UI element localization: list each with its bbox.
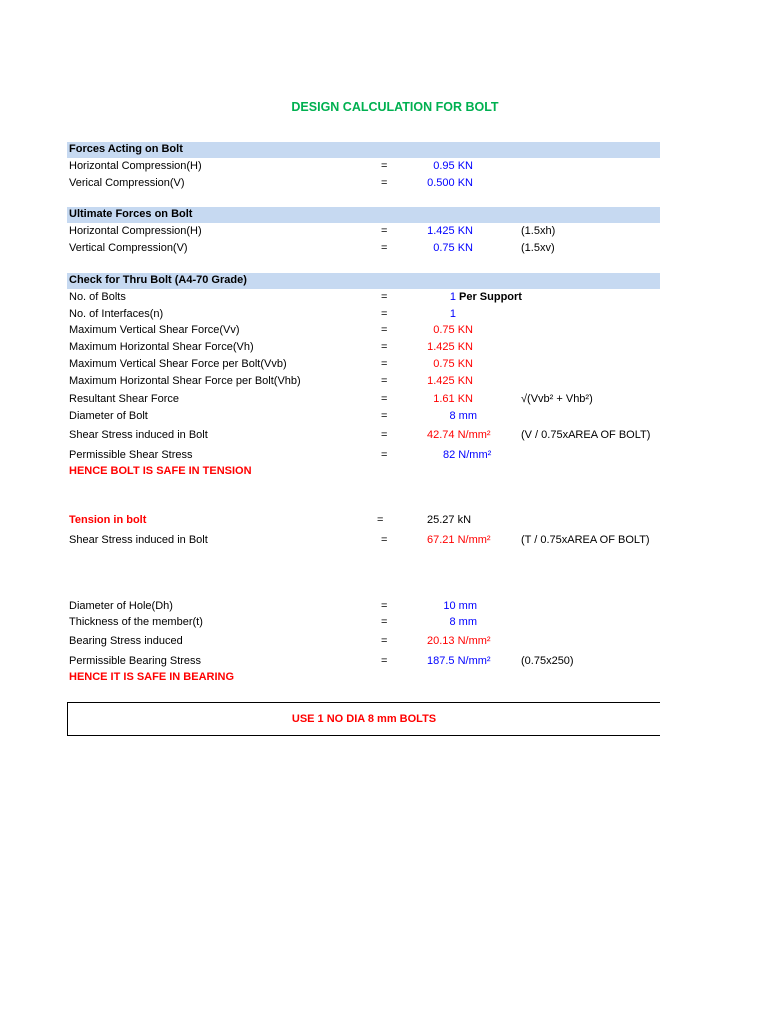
result-note: HENCE BOLT IS SAFE IN TENSION bbox=[69, 465, 252, 477]
row-dia-hole bbox=[0, 598, 768, 615]
row-v-comp bbox=[0, 175, 768, 192]
section-title: Forces Acting on Bolt bbox=[69, 143, 183, 155]
row-bearing bbox=[0, 633, 768, 650]
row-label: Maximum Vertical Shear Force per Bolt(Vvb) bbox=[69, 358, 287, 370]
row-value: 0.75 KN bbox=[433, 358, 473, 370]
row-value: 1 bbox=[449, 291, 456, 303]
row-note: (0.75x250) bbox=[521, 655, 574, 667]
equals-sign: = bbox=[381, 308, 388, 320]
row-value: 10 mm bbox=[443, 600, 477, 612]
section-header-ultimate bbox=[0, 206, 768, 223]
row-value: 1.425 KN bbox=[427, 341, 473, 353]
equals-sign: = bbox=[381, 324, 388, 336]
row-value: 0.75 KN bbox=[433, 242, 473, 254]
row-value: 42.74 N/mm² bbox=[427, 429, 491, 441]
row-note: (V / 0.75xAREA OF BOLT) bbox=[521, 429, 651, 441]
equals-sign: = bbox=[381, 429, 388, 441]
row-value: 0.75 KN bbox=[433, 324, 473, 336]
equals-sign: = bbox=[381, 635, 388, 647]
row-safe-bearing bbox=[0, 669, 768, 686]
equals-sign: = bbox=[381, 291, 388, 303]
equals-sign: = bbox=[381, 225, 388, 237]
row-label: Shear Stress induced in Bolt bbox=[69, 429, 208, 441]
row-label: Diameter of Hole(Dh) bbox=[69, 600, 173, 612]
conclusion-box bbox=[67, 702, 660, 736]
row-u-v-comp bbox=[0, 240, 768, 257]
row-value: 0.95 KN bbox=[433, 160, 473, 172]
row-shear-stress bbox=[0, 427, 768, 444]
row-u-h-comp bbox=[0, 223, 768, 240]
section-title: Check for Thru Bolt (A4-70 Grade) bbox=[69, 274, 247, 286]
row-n-interfaces bbox=[0, 306, 768, 323]
row-label: No. of Interfaces(n) bbox=[69, 308, 164, 320]
row-label: Horizontal Compression(H) bbox=[69, 225, 202, 237]
row-note: (1.5xv) bbox=[521, 242, 555, 254]
row-shear-stress-2 bbox=[0, 532, 768, 549]
row-label: Permissible Shear Stress bbox=[69, 449, 193, 461]
row-value: 0.500 KN bbox=[427, 177, 473, 189]
row-safe-tension bbox=[0, 463, 768, 480]
page-title: DESIGN CALCULATION FOR BOLT bbox=[291, 100, 499, 114]
row-vvb bbox=[0, 356, 768, 373]
row-perm-shear bbox=[0, 447, 768, 464]
equals-sign: = bbox=[381, 242, 388, 254]
row-label: Resultant Shear Force bbox=[69, 393, 180, 405]
equals-sign: = bbox=[381, 358, 388, 370]
row-label: Horizontal Compression(H) bbox=[69, 160, 202, 172]
row-value: 187.5 N/mm² bbox=[427, 655, 491, 667]
section-header-forces bbox=[0, 141, 768, 158]
equals-sign: = bbox=[381, 341, 388, 353]
row-vv bbox=[0, 322, 768, 339]
equals-sign: = bbox=[377, 514, 384, 526]
row-label: Thickness of the member(t) bbox=[69, 616, 203, 628]
row-vh bbox=[0, 339, 768, 356]
row-h-comp bbox=[0, 158, 768, 175]
row-note: (T / 0.75xAREA OF BOLT) bbox=[521, 534, 650, 546]
equals-sign: = bbox=[381, 534, 388, 546]
row-value: 67.21 N/mm² bbox=[427, 534, 491, 546]
row-label: Vertical Compression(V) bbox=[69, 242, 188, 254]
row-value: 25.27 kN bbox=[427, 514, 472, 526]
equals-sign: = bbox=[381, 393, 388, 405]
row-label: Maximum Horizontal Shear Force(Vh) bbox=[69, 341, 254, 353]
conclusion-text: USE 1 NO DIA 8 mm BOLTS bbox=[291, 713, 437, 725]
equals-sign: = bbox=[381, 600, 388, 612]
row-value: 82 N/mm² bbox=[443, 449, 492, 461]
row-resultant bbox=[0, 391, 768, 408]
row-value: 8 mm bbox=[449, 616, 477, 628]
section-header-check bbox=[0, 272, 768, 289]
row-label: Permissible Bearing Stress bbox=[69, 655, 202, 667]
row-dia-bolt bbox=[0, 408, 768, 425]
equals-sign: = bbox=[381, 375, 388, 387]
row-label: Shear Stress induced in Bolt bbox=[69, 534, 208, 546]
equals-sign: = bbox=[381, 410, 388, 422]
row-label: No. of Bolts bbox=[69, 291, 126, 303]
equals-sign: = bbox=[381, 160, 388, 172]
row-label: Verical Compression(V) bbox=[69, 177, 185, 189]
row-perm-bearing bbox=[0, 653, 768, 670]
equals-sign: = bbox=[381, 616, 388, 628]
row-value: 20.13 N/mm² bbox=[427, 635, 491, 647]
row-value: 1.425 KN bbox=[427, 225, 473, 237]
row-note: (1.5xh) bbox=[521, 225, 556, 237]
row-thickness bbox=[0, 614, 768, 631]
row-value: 8 mm bbox=[449, 410, 477, 422]
section-title: Ultimate Forces on Bolt bbox=[69, 208, 193, 220]
row-value: 1 bbox=[449, 308, 456, 320]
row-note: Per Support bbox=[459, 291, 522, 303]
row-value: 1.61 KN bbox=[433, 393, 473, 405]
row-label: Diameter of Bolt bbox=[69, 410, 148, 422]
row-label: Maximum Vertical Shear Force(Vv) bbox=[69, 324, 240, 336]
row-value: 1.425 KN bbox=[427, 375, 473, 387]
row-note: √(Vvb² + Vhb²) bbox=[521, 393, 593, 405]
equals-sign: = bbox=[381, 449, 388, 461]
result-note: HENCE IT IS SAFE IN BEARING bbox=[69, 671, 235, 683]
equals-sign: = bbox=[381, 177, 388, 189]
equals-sign: = bbox=[381, 655, 388, 667]
row-tension bbox=[0, 512, 768, 529]
row-label: Bearing Stress induced bbox=[69, 635, 183, 647]
row-vhb bbox=[0, 373, 768, 390]
row-n-bolts bbox=[0, 289, 768, 306]
row-label: Tension in bolt bbox=[69, 514, 147, 526]
row-label: Maximum Horizontal Shear Force per Bolt(Vhb) bbox=[69, 375, 301, 387]
